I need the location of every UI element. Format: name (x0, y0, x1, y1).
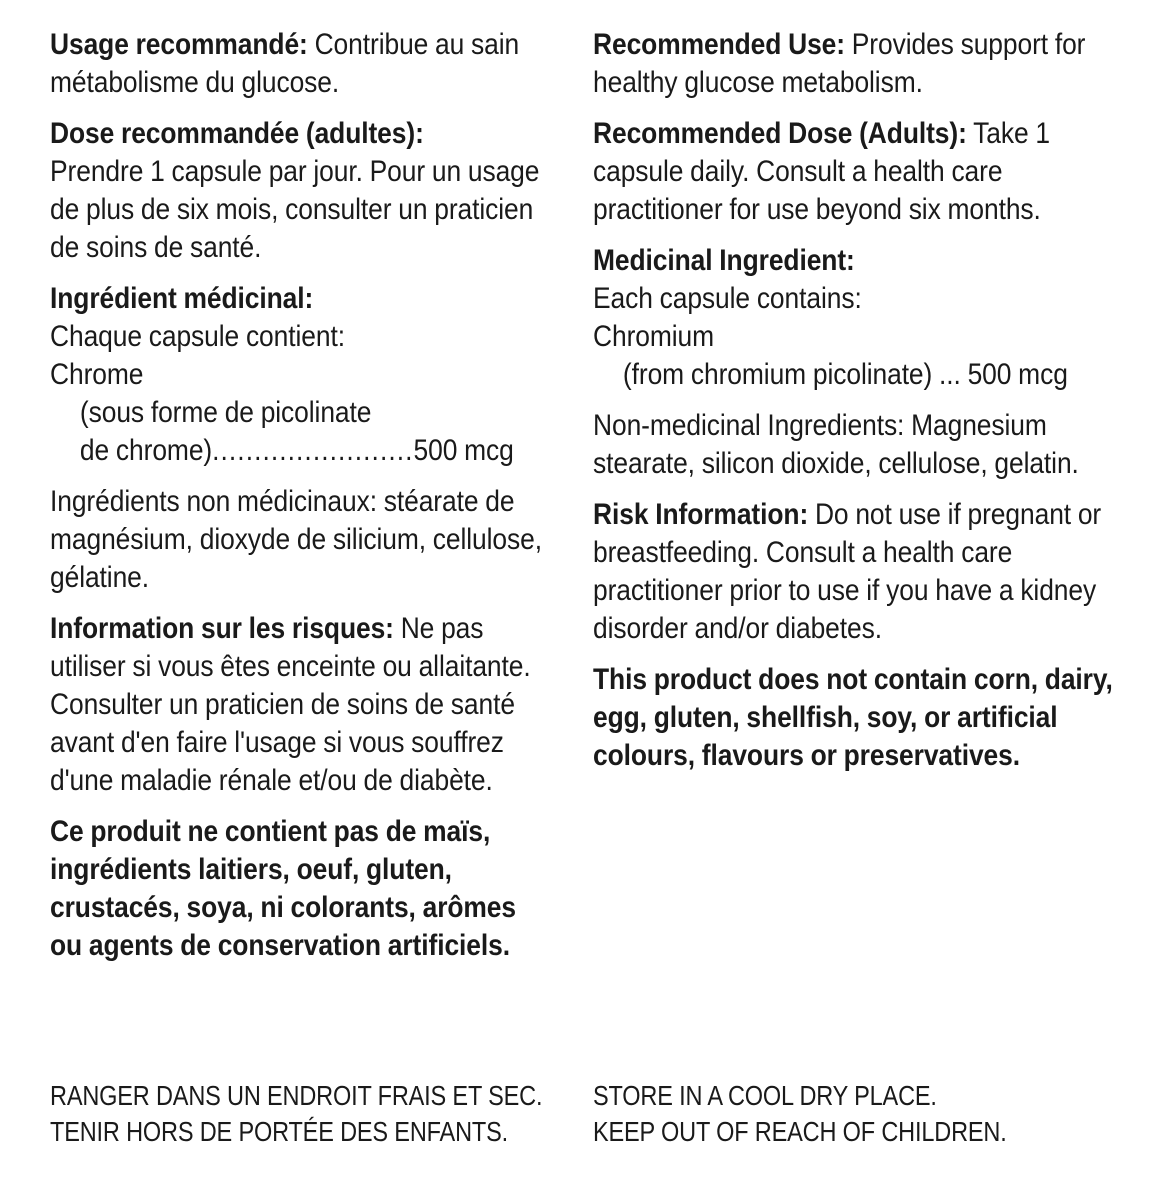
fr-medicinal-source-line2: de chrome) (79, 434, 213, 467)
french-column (50, 26, 548, 965)
en-medicinal-source-amount-line: (from chromium picolinate) ... 500 mcg (622, 358, 1068, 391)
en-medicinal-name: Chromium (593, 320, 715, 353)
en-storage-line-2: KEEP OUT OF REACH OF CHILDREN. (593, 1116, 1007, 1147)
en-recommended-use-heading: Recommended Use: (593, 28, 845, 61)
fr-recommended-dose-body: Prendre 1 capsule par jour. Pour un usage de plus de six mois, consulter un praticien de soins de santé. (50, 155, 540, 264)
fr-risk-information-heading: Information sur les risques: (50, 612, 394, 645)
en-allergen-free-statement: This product does not contain corn, dairy, egg, gluten, shellfish, soy, or artificial colours, flavours or preservatives. (593, 663, 1113, 772)
fr-medicinal-amount-line (50, 432, 548, 470)
fr-allergen-free-statement: Ce produit ne contient pas de maïs, ingrédients laitiers, oeuf, gluten, crustacés, soya, ni colorants, arômes ou agents de conservation artificiels. (50, 815, 517, 962)
en-recommended-dose (593, 115, 1121, 229)
en-risk-information-heading: Risk Information: (593, 498, 809, 531)
fr-risk-information (50, 610, 548, 800)
fr-recommended-dose (50, 115, 548, 267)
dot-leader (212, 434, 413, 467)
en-risk-information-body: Do not use if pregnant or breastfeeding. Consult a health care practitioner prior to use if you have a kidney disorder and/or diabetes. (593, 498, 1102, 645)
fr-recommended-use (50, 26, 548, 102)
en-storage-line-1: STORE IN A COOL DRY PLACE. (593, 1080, 937, 1111)
en-recommended-use-body: Provides support for healthy glucose metabolism. (593, 28, 1086, 99)
storage-instructions (50, 1078, 1121, 1150)
english-column (593, 26, 1121, 775)
fr-storage-line-2: TENIR HORS DE PORTÉE DES ENFANTS. (50, 1116, 508, 1147)
fr-medicinal-source-line1: (sous forme de picolinate (79, 396, 372, 429)
fr-medicinal-ingredient (50, 280, 548, 470)
en-medicinal-ingredient-heading: Medicinal Ingredient: (593, 244, 855, 277)
en-storage (593, 1078, 1121, 1150)
en-recommended-dose-heading: Recommended Dose (Adults): (593, 117, 967, 150)
bilingual-columns (50, 26, 1120, 965)
fr-medicinal-contains-line: Chaque capsule contient: (50, 320, 345, 353)
en-recommended-use (593, 26, 1121, 102)
en-recommended-dose-body: Take 1 capsule daily. Consult a health care practitioner for use beyond six months. (593, 117, 1050, 226)
french-storage-column (50, 1078, 548, 1150)
fr-medicinal-amount: 500 mcg (413, 434, 514, 467)
fr-storage (50, 1078, 548, 1150)
english-storage-column (593, 1078, 1121, 1150)
fr-medicinal-ingredient-heading: Ingrédient médicinal: (50, 282, 314, 315)
fr-non-medicinal-ingredients: Ingrédients non médicinaux: stéarate de magnésium, dioxyde de silicium, cellulose, gélatine. (50, 485, 542, 594)
en-medicinal-contains-line: Each capsule contains: (593, 282, 862, 315)
en-medicinal-ingredient (593, 242, 1121, 394)
fr-recommended-use-body: Contribue au sain métabolisme du glucose. (50, 28, 520, 99)
en-non-medicinal-ingredients: Non-medicinal Ingredients: Magnesium stearate, silicon dioxide, cellulose, gelatin. (593, 409, 1079, 480)
fr-medicinal-name: Chrome (50, 358, 144, 391)
fr-recommended-dose-heading: Dose recommandée (adultes): (50, 117, 424, 150)
fr-risk-information-body: Ne pas utiliser si vous êtes enceinte ou allaitante. Consulter un praticien de soins de santé avant d'en faire l'usage si vous souffrez d'une maladie rénale et/ou de diabète. (50, 612, 531, 797)
fr-recommended-use-heading: Usage recommandé: (50, 28, 308, 61)
fr-storage-line-1: RANGER DANS UN ENDROIT FRAIS ET SEC. (50, 1080, 543, 1111)
en-risk-information (593, 496, 1121, 648)
